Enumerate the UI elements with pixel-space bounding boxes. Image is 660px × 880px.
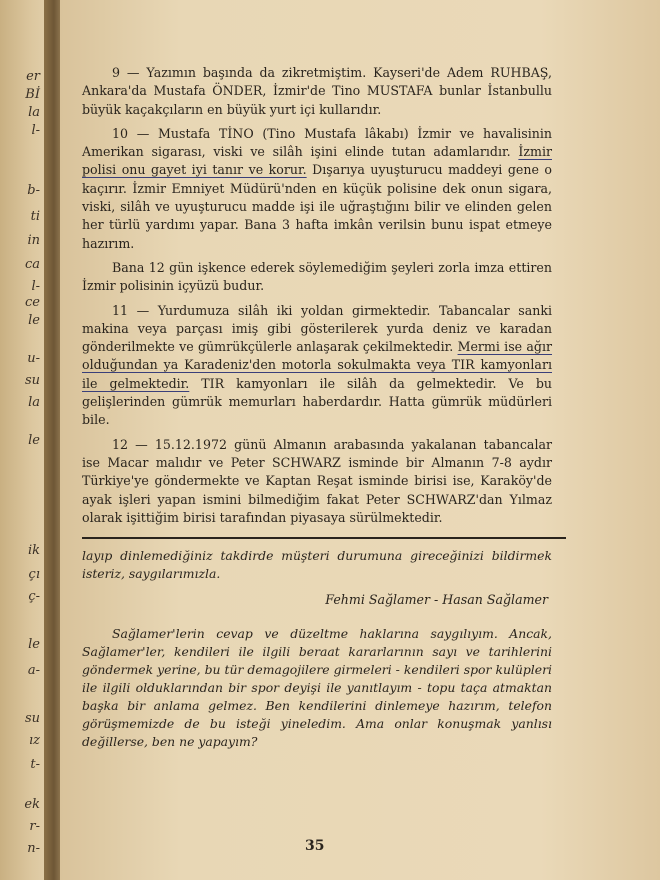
fragment: in [27,233,40,248]
page-content [82,64,552,757]
text: 11 — Yurdumuza silâh iki yoldan girmektedir. Tabancalar sanki makina veya parçası imiş gibi gösterilerek yurda deniz ve karadan gönderilmekte ve gümrükçülerle anlaşarak çekilmektedir. [82,302,552,355]
text: 12 — 15.12.1972 günü Almanın arabasında yakalanan tabancalar ise Macar malıdır ve Peter SCHWARZ isminde bir Almanın 7-8 aydır Türkiye'ye göndermekte ve Kaptan Reşat isminde birisi ise, Karaköy'de ayak işleri yapan ismini bilmediğim fakat Peter SCHWARZ'dan Yılmaz olarak işittiğim birisi tarafından piyasaya sürülmektedir. [82,436,552,525]
fragment: le [28,637,40,652]
text: Dışarıya uyuşturucu maddeyi gene o kaçırır. İzmir Emniyet Müdürü'nden en küçük polisine dek onun sigara, viski, silâh ve uyuşturucu madde işi ile uğraştığını bilir ve elinden gelen her türlü yardımı yapar. Bana 3 hafta imkân verilsin bunu ispat etmeye hazırım. [82,162,552,251]
fragment: l- [31,279,40,294]
paragraph-9 [82,64,552,119]
text: 9 — Yazımın başında da zikretmiştim. Kayseri'de Adem RUHBAŞ, Ankara'da Mustafa ÖNDER, İzmir'de Tino MUSTAFA bunlar İstanbullu büyük kaçakçıların en büyük yurt içi kullarıdır. [82,65,552,117]
fragment: n- [27,841,40,856]
section-divider [82,537,566,539]
letter-closing: layıp dinlemediğiniz takdirde müşteri durumuna gireceğinizi bildirmek isteriz, saygılarımızla. [82,548,552,582]
fragment: le [28,433,40,448]
fragment: t- [30,757,40,772]
fragment: ik [27,543,40,558]
fragment: la [28,395,40,410]
fragment: a- [27,663,40,678]
fragment: ç- [28,589,40,604]
underlined-text: İzmir polisi onu gayet iyi tanır ve korur. [82,144,552,178]
fragment: ce [25,295,40,310]
text: 10 — Mustafa TİNO (Tino Mustafa lâkabı) İzmir ve havalisinin Amerikan sigarası, viski ve silâh işini elinde tutan adamlarıdır. [82,125,552,160]
fragment: ız [28,733,40,748]
fragment: su [24,711,40,726]
text: Bana 12 gün işkence ederek söylemediğim şeyleri zorla imza ettiren İzmir polisinin içyüzü budur. [82,259,552,294]
author-reply: Sağlamer'lerin cevap ve düzeltme haklarına saygılıyım. Ancak, Sağlamer'ler, kendileri ile ilgili beraat kararlarının sayı ve tarihlerini göndermek yerine, bu tür demagojilere girmeleri - kendileri spor kulüpleri ile ilgili olduklarından bir spor deyişi ile yanıtlayım - topu taça atmaktan başka bir anlama gelmez. Ben kendilerini dinlemeye hazırım, telefon görüşmemizde de bu isteği yineledim. Ama onlar konuşmak yanlısı değillerse, ben ne yapayım? [82,626,552,750]
fragment: la [28,105,40,120]
fragment: r- [29,819,40,834]
fragment: su [24,373,40,388]
fragment: Bİ [25,87,40,102]
fragment: l- [31,123,40,138]
paragraph-torture [82,259,552,296]
fragment: ti [30,209,40,224]
fragment: b- [27,183,40,198]
fragment: çı [28,567,40,582]
underlined-text: Mermi ise ağır olduğundan ya Karadeniz'den motorla sokulmakta veya TIR kamyonları ile gelmektedir. [82,339,552,391]
fragment: er [26,69,40,84]
paragraph-10 [82,125,552,253]
fragment: le [28,313,40,328]
paragraph-12 [82,436,552,527]
page-number: 35 [305,838,325,854]
fragment: ca [24,257,40,272]
signature: Fehmi Sağlamer - Hasan Sağlamer [325,592,548,608]
paragraph-11 [82,302,552,430]
text: TIR kamyonları ile silâh da gelmektedir. Ve bu gelişlerinden gümrük memurları haberdardır. Hatta gümrük müdürleri bile. [82,375,552,428]
fragment: u- [27,351,40,366]
fragment: ek [24,797,40,812]
